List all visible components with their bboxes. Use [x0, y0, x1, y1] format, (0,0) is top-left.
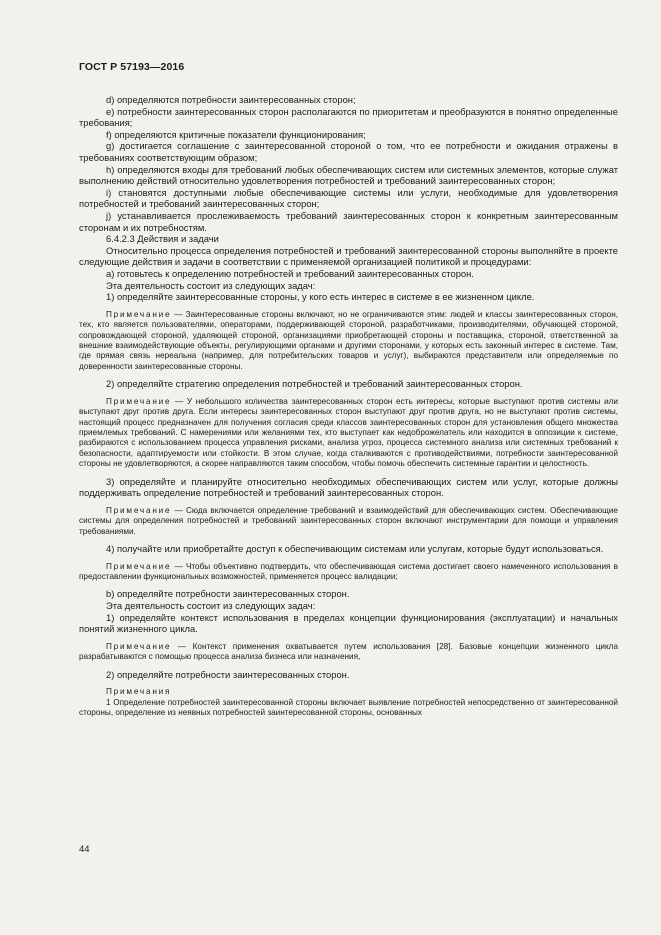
notes-heading	[79, 687, 618, 697]
notes-label: Примечания	[106, 687, 172, 697]
note-text: — Заинтересованные стороны включают, но не ограничиваются этим: людей и классы заинтересованных сторон, тех, кто является пользователями, операторами, поддерживающей стороной, разработчиками, производителями, обучающей стороной, сопровождающей стороной, удаляющей стороной, организациями приобретающей стороны и поставщика, стороной, ответственной за внешние взаимодействующие объекты, регулирующими органами и другими сторонами, у которых есть законный интерес в системе. Там, где прямая связь нереальна (например, для потребительских товаров и услуг), выбираются представители или определяемые по доверенности заинтересованные стороны.	[79, 309, 618, 371]
task-a1: 1) определяйте заинтересованные стороны, у кого есть интерес в системе в ее жизненном цикле.	[106, 291, 535, 303]
document-header: ГОСТ Р 57193—2016	[79, 61, 185, 73]
note-1	[79, 310, 618, 372]
activity-a: a) готовьтесь к определению потребностей и требований заинтересованных сторон.	[106, 267, 474, 279]
note-label: Примечание	[106, 396, 172, 406]
list-item-j: j) устанавливается прослеживаемость требований заинтересованных сторон к конкретным заинтересованным сторонам и их потребностям.	[79, 209, 618, 233]
note-6: 1 Определение потребностей заинтересованной стороны включает выявление потребностей непосредственно от заинтересованной стороны, определение из неявных потребностей заинтересованной стороны, основанных	[79, 697, 618, 717]
activity-b: b) определяйте потребности заинтересованных сторон.	[106, 588, 350, 600]
activity-b-tasks: Эта деятельность состоит из следующих задач:	[106, 599, 316, 611]
list-item-g: g) достигается соглашение с заинтересованной стороной о том, что ее потребности и ожидания отражены в требованиях соответствующим образом;	[79, 140, 618, 163]
section-intro: Относительно процесса определения потребностей и требований заинтересованной стороны выполняйте в проекте следующие действия и задачи в соответствии с применяемой организацией политикой и процедурами:	[79, 244, 618, 268]
list-item-h: h) определяются входы для требований любых обеспечивающих систем или системных элементов, которые служат выполнению действий относительно удовлетворения потребностей и требований заинтересованных сторон;	[79, 163, 618, 187]
activity-a-tasks: Эта деятельность состоит из следующих задач:	[106, 279, 316, 291]
note-text: — Чтобы объективно подтвердить, что обеспечивающая система достигает своего намеченного использования в предоставлении функциональных возможностей, применяется процесс валидации;	[79, 561, 618, 581]
list-item-e: e) потребности заинтересованных сторон располагаются по приоритетам и преобразуются в понятно определенные требования;	[79, 105, 618, 129]
task-b2: 2) определяйте потребности заинтересованных сторон.	[106, 668, 350, 680]
task-a2: 2) определяйте стратегию определения потребностей и требований заинтересованных сторон.	[106, 378, 523, 390]
page-number: 44	[79, 844, 90, 855]
note-label: Примечание	[106, 505, 172, 515]
note-label: Примечание	[106, 641, 172, 651]
note-4	[79, 562, 618, 583]
list-item-f: f) определяются критичные показатели функционирования;	[106, 128, 366, 140]
note-text: — Контекст применения охватывается путем использования [28]. Базовые концепции жизненного цикла разрабатываются с помощью процесса анализа бизнеса или назначения,	[79, 641, 618, 662]
task-a3: 3) определяйте и планируйте относительно необходимых обеспечивающих систем или услуг, которые должны поддерживать определение потребностей и требований заинтересованных сторон.	[79, 475, 618, 499]
note-text: — У небольшого количества заинтересованных сторон есть интересы, которые выступают против системы или выступают друг против друга. Если интересы заинтересованных сторон выступают друг против друга, но не выступают против системы, настоящий процесс предназначен для получения согласия среди классов заинтересованных сторон для установления общего множества приемлемых требований. С намерениями или желаниями тех, кто выступает как недоброжелатель или находится в оппозиции к системе, разбираются с использованием процесса управления рисками, анализа угроз, процесса системного анализа или системных требований к безопасности, адаптируемости или стойкости. В этом случае, когда сталкиваются с противодействиями, потребности заинтересованной стороны не удовлетворяются, а скорее направляются таким способом, чтобы помочь обеспечить системные гарантии и целостность.	[79, 396, 618, 469]
note-label: Примечание	[106, 309, 172, 319]
document-body	[79, 94, 618, 718]
note-5	[79, 642, 618, 663]
note-3	[79, 506, 618, 537]
list-item-i: i) становятся доступными любые обеспечивающие системы или услуги, необходимые для удовлетворения потребностей и требований заинтересованных сторон;	[79, 186, 618, 210]
list-item-d: d) определяются потребности заинтересованных сторон;	[106, 94, 356, 105]
note-text: — Сюда включается определение требований и взаимодействий для обеспечивающих систем. Обеспечивающие системы для определения потребностей и требований заинтересованных сторон включают инструментарии для помощи и управления требованиями.	[79, 505, 618, 536]
section-heading: 6.4.2.3 Действия и задачи	[106, 233, 219, 245]
note-2	[79, 397, 618, 470]
note-label: Примечание	[106, 561, 172, 571]
task-b1: 1) определяйте контекст использования в пределах концепции функционирования (эксплуатации) и начальных понятий жизненного цикла.	[79, 611, 618, 635]
task-a4: 4) получайте или приобретайте доступ к обеспечивающим системам или услугам, которые будут использоваться.	[106, 542, 604, 554]
